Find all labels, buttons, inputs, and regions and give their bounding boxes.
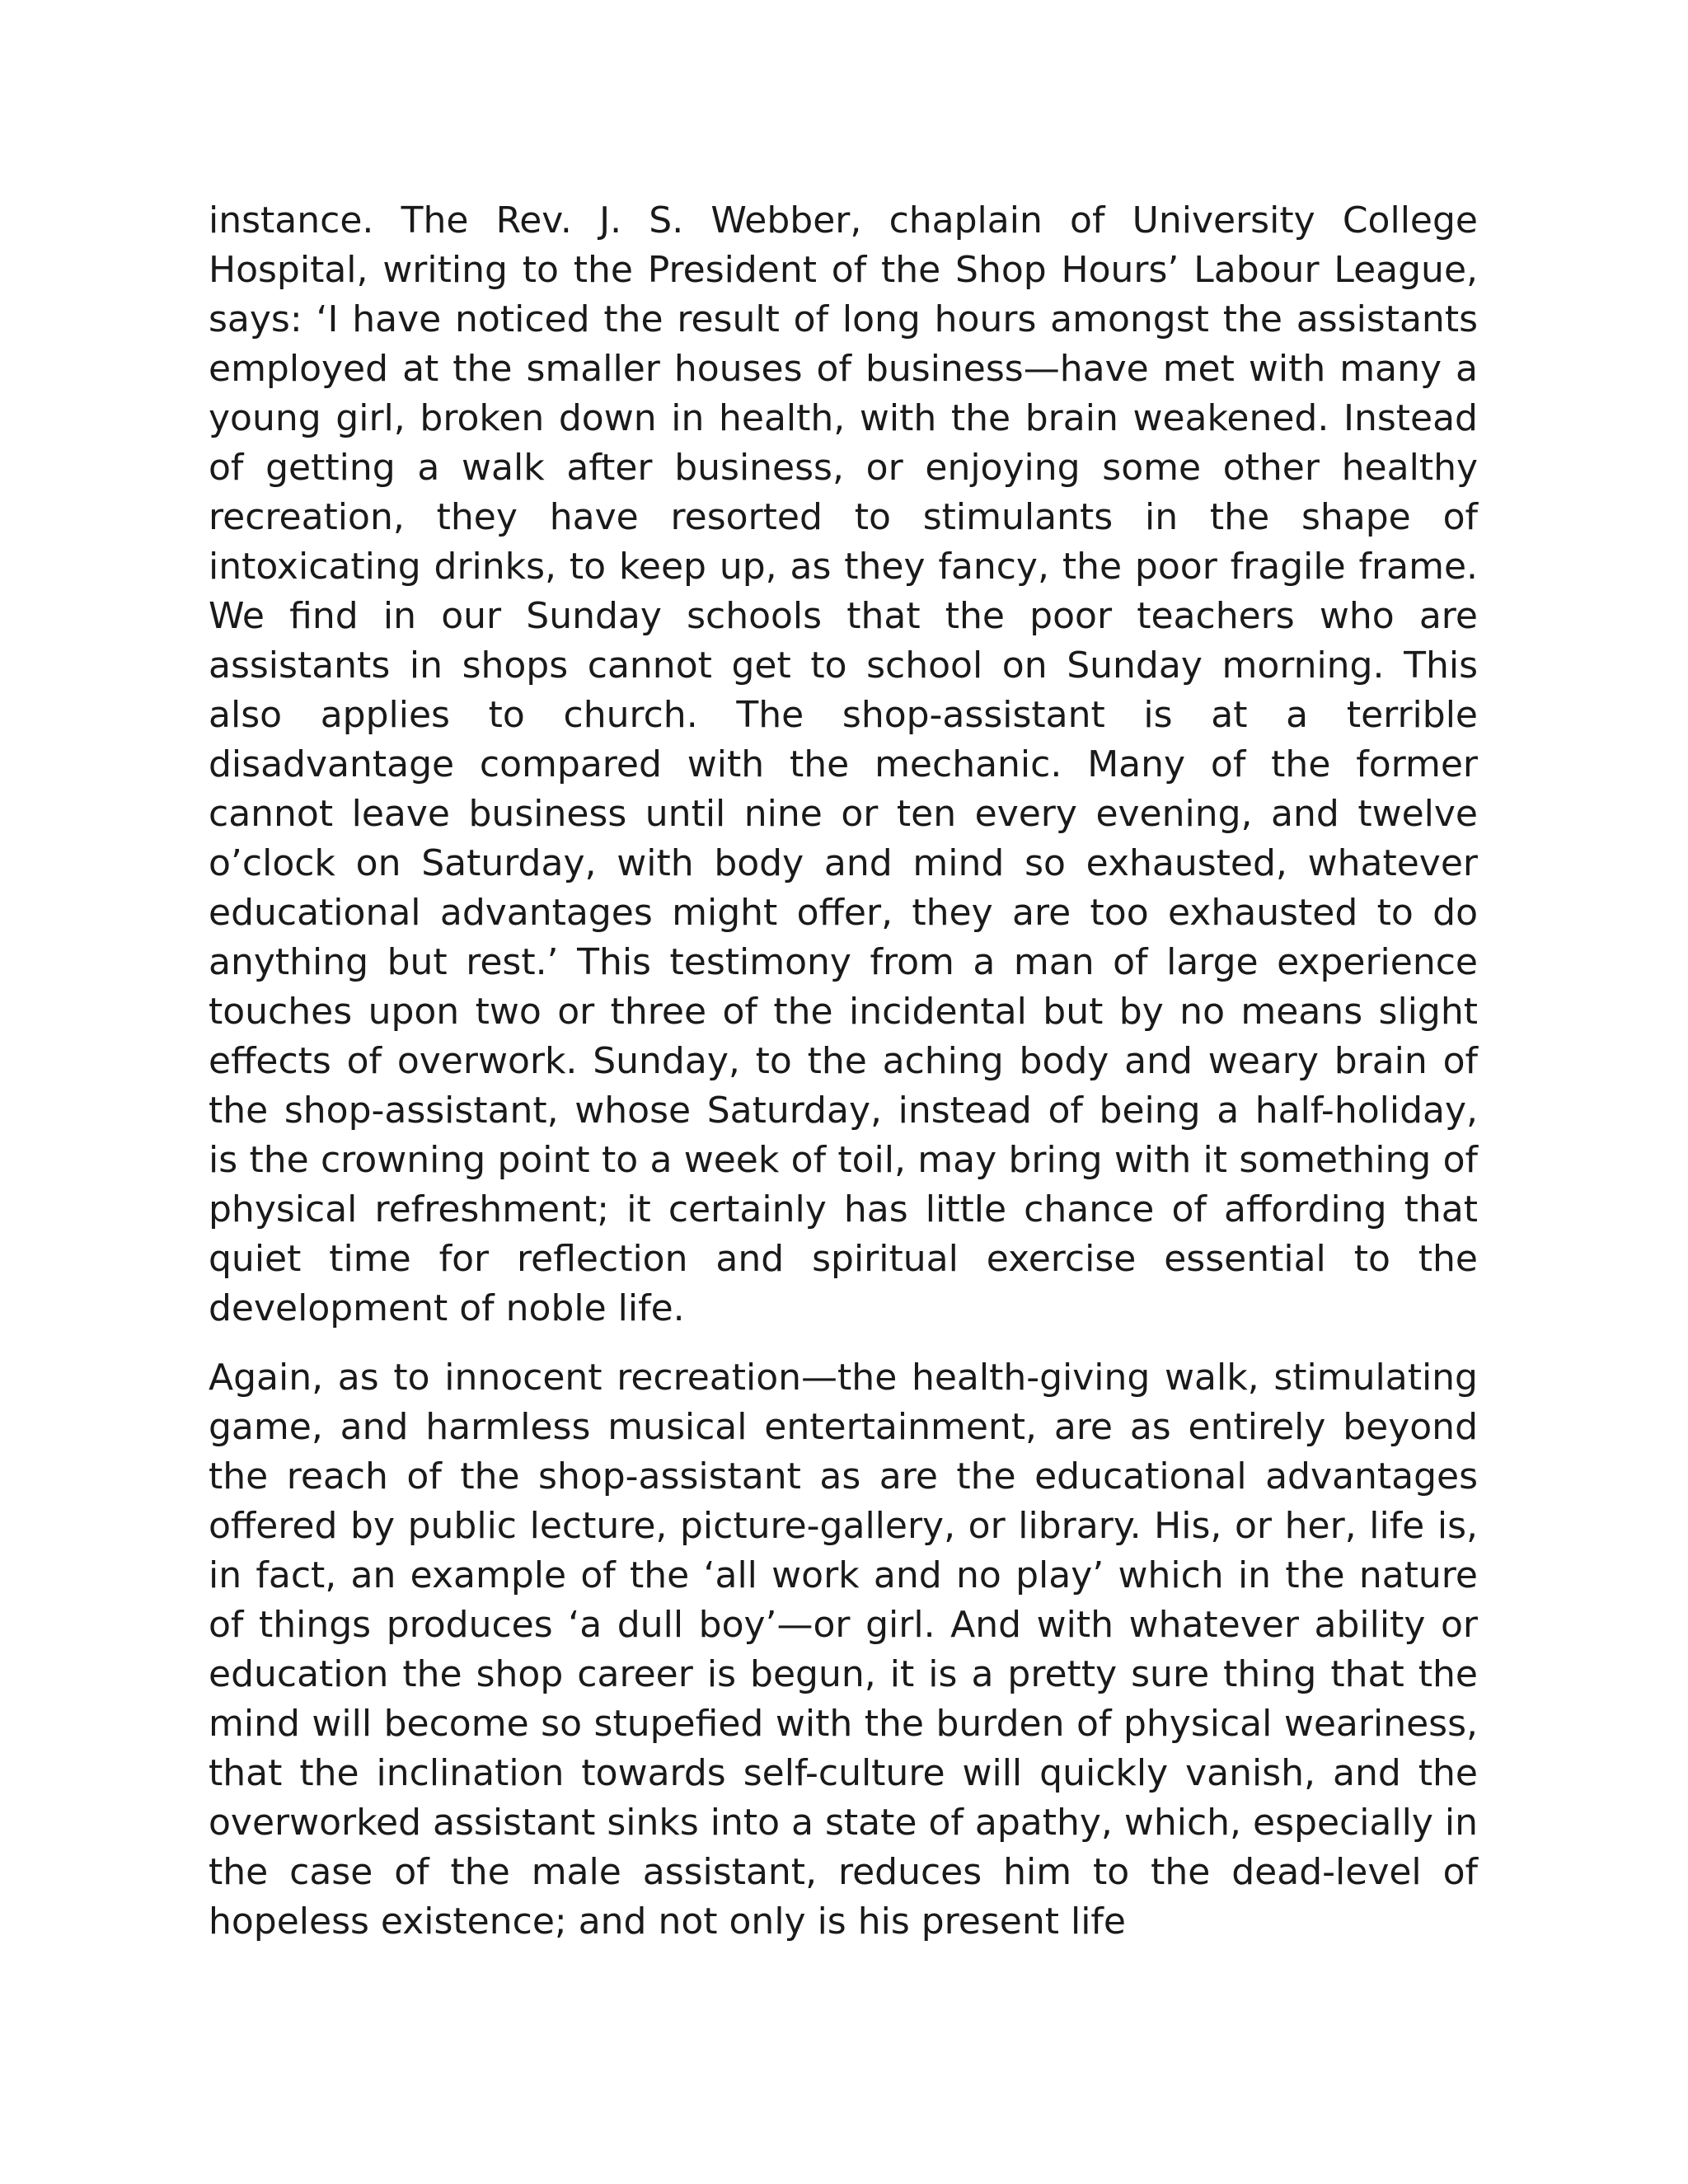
paragraph-1: instance. The Rev. J. S. Webber, chaplain of University College Hospital, writing to the President of the Shop Hours’ Labour League, says: ‘I have noticed the result of long hours amongst the assistants employed at the smaller houses of business—have met with many a young girl, broken down in health, with the brain weakened. Instead of getting a walk after business, or enjoying some other healthy recreation, they have resorted to stimulants in the shape of intoxicating drinks, to keep up, as they fancy, the poor fragile frame. We find in our Sunday schools that the poor teachers who are assistants in shops cannot get to school on Sunday morning. This also applies to church. The shop-assistant is at a terrible disadvantage compared with the mechanic. Many of the former cannot leave business until nine or ten every evening, and twelve o’clock on Saturday, with body and mind so exhausted, whatever educational advantages might offer, they are too exhausted to do anything but rest.’ This testimony from a man of large experience touches upon two or three of the incidental but by no means slight effects of overwork. Sunday, to the aching body and weary brain of the shop-assistant, whose Saturday, instead of being a half-holiday, is the crowning point to a week of toil, may bring with it something of physical refreshment; it certainly has little chance of affording that quiet time for reflection and spiritual exercise essential to the development of noble life. (209, 199, 1478, 1329)
document-page (209, 196, 1478, 2141)
paragraph-2: Again, as to innocent recreation—the health-giving walk, stimulating game, and harmless musical entertainment, are as entirely beyond the reach of the shop-assistant as are the educational advantages offered by public lecture, picture-gallery, or library. His, or her, life is, in fact, an example of the ‘all work and no play’ which in the nature of things produces ‘a dull boy’—or girl. And with whatever ability or education the shop career is begun, it is a pretty sure thing that the mind will become so stupefied with the burden of physical weariness, that the inclination towards self-culture will quickly vanish, and the overworked assistant sinks into a state of apathy, which, especially in the case of the male assistant, reduces him to the dead-level of hopeless existence; and not only is his present life (209, 1357, 1478, 1943)
